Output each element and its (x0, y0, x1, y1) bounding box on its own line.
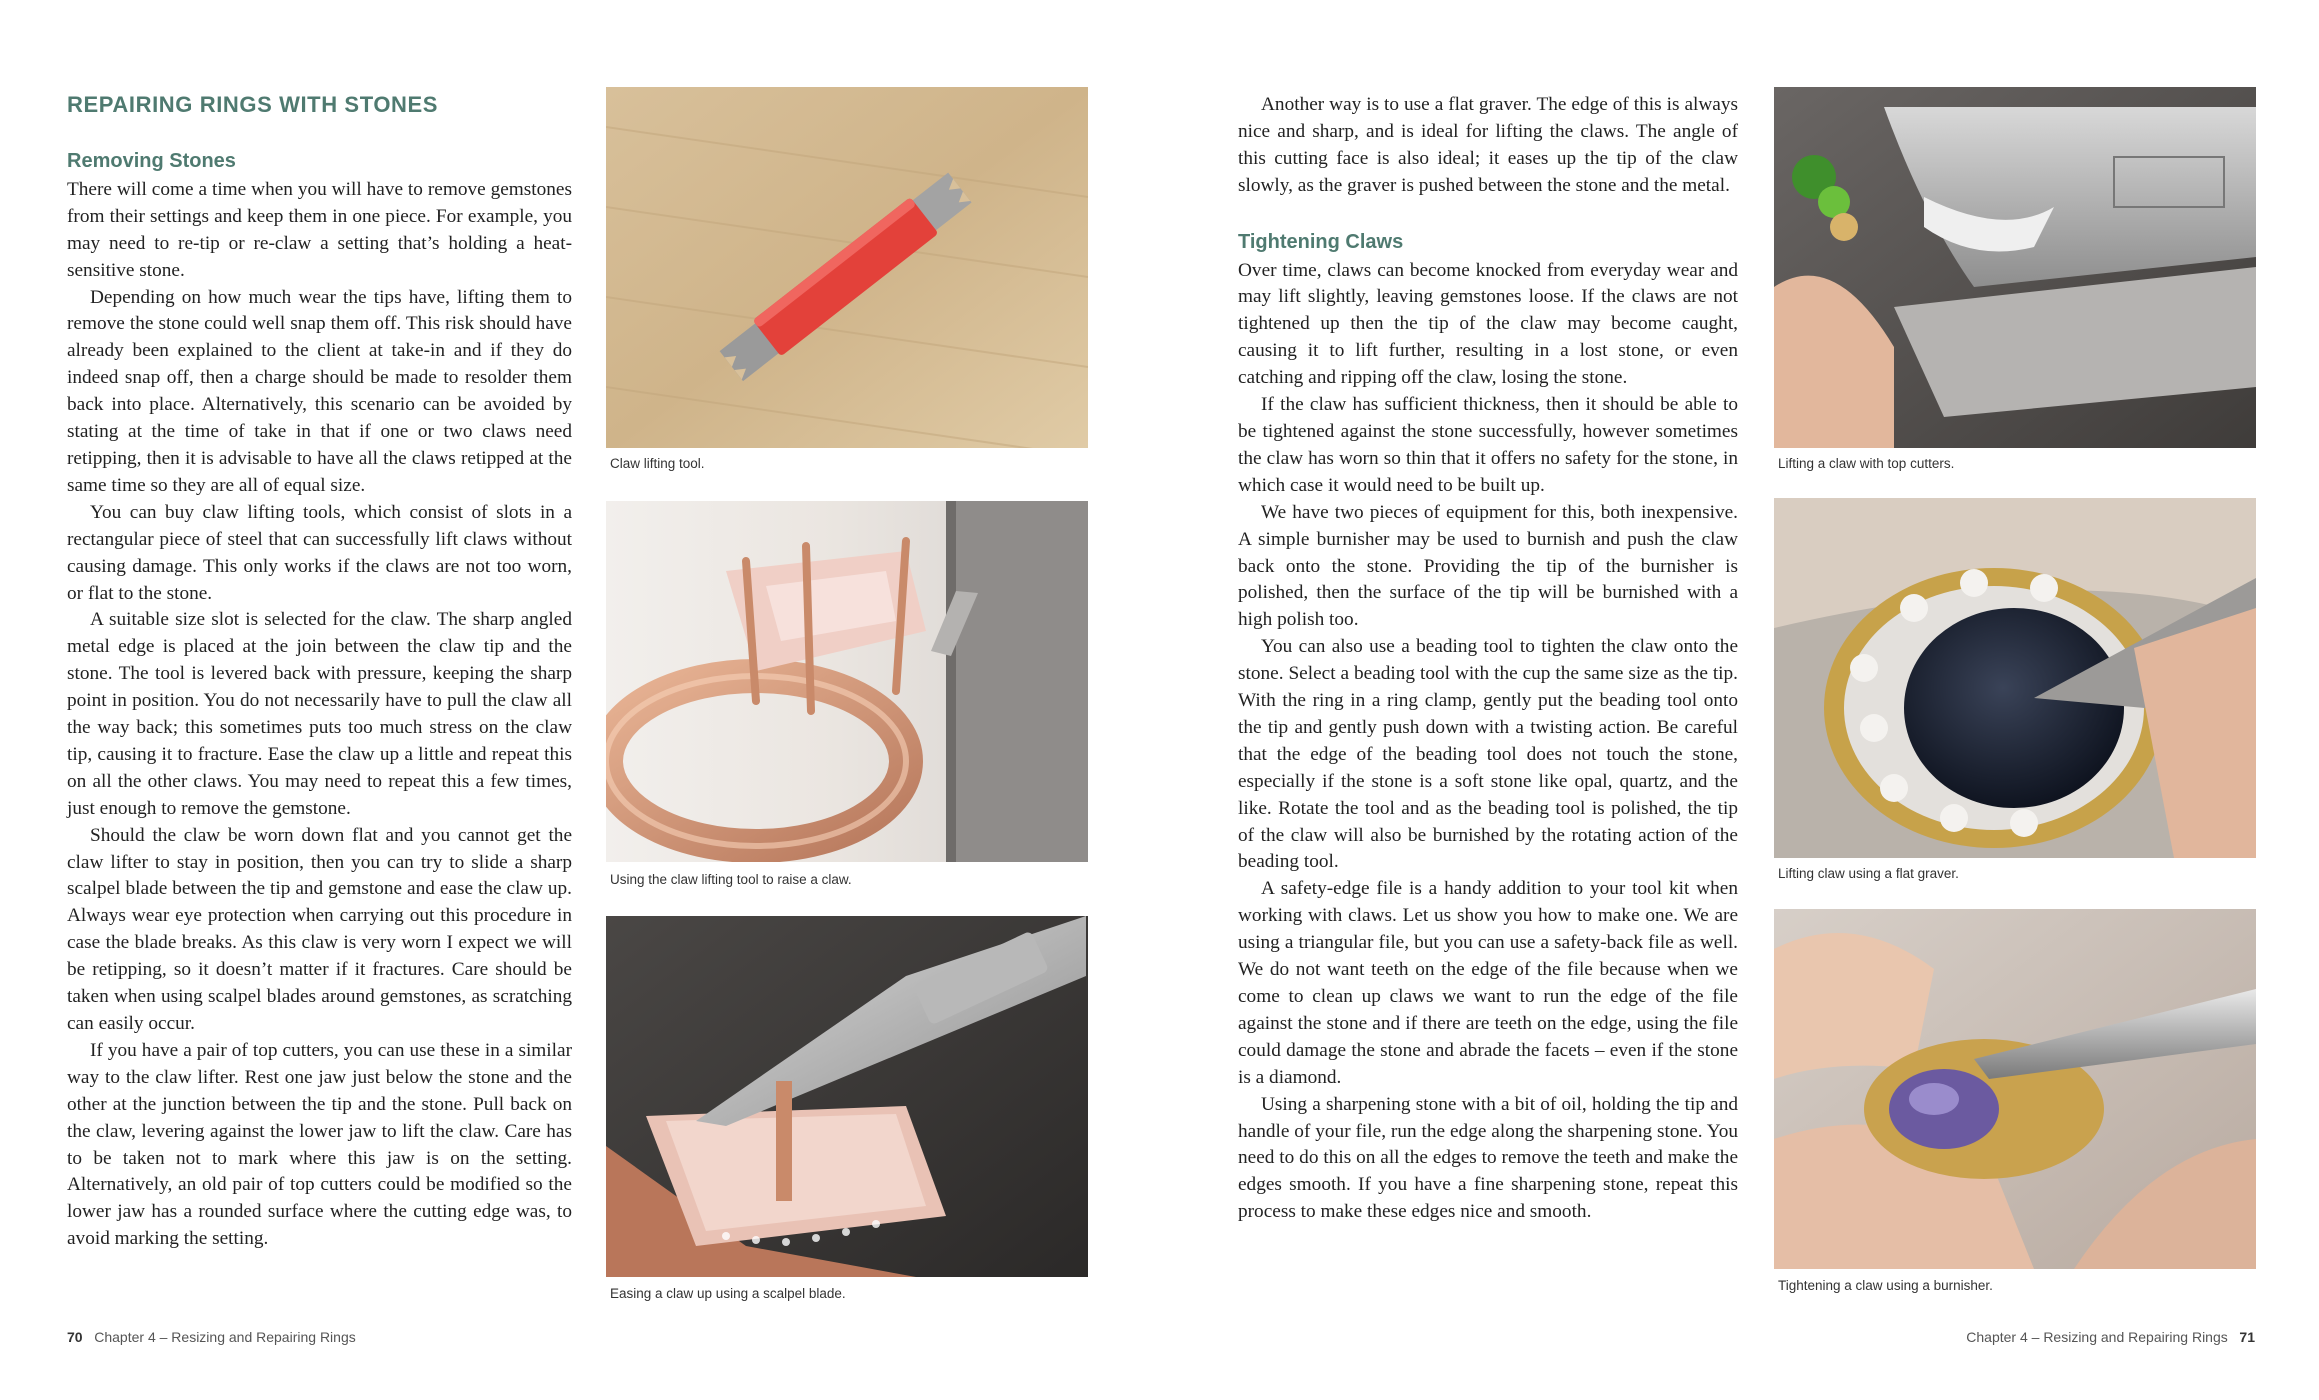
body-paragraph: Depending on how much wear the tips have, lifting them to remove the stone could well snap them off. This risk should have already been explained to the client at take-in and if they do indeed snap off, then a charge should be made to resolder them back into place. Alternatively, this scenario can be avoided by stating at the time of take in that if one or two claws need retipping, then it is advisable to have all the claws retipped at the same time so they are all of equal size. (67, 286, 572, 496)
body-paragraph: Over time, claws can become knocked from everyday wear and may lift slightly, leaving gemstones loose. If the claws are not tightened up then the tip of the claw may become caught, causing it to lift further, resulting in a lost stone, or even catching and ripping off the claw, losing the stone. (1238, 259, 1738, 389)
subheading-tightening-claws: Tightening Claws (1238, 230, 1404, 253)
photo-burnisher (1774, 909, 2256, 1269)
section-title: REPAIRING RINGS WITH STONES (67, 92, 439, 117)
body-paragraph: Another way is to use a flat graver. The edge of this is always nice and sharp, and is ideal for lifting the claws. The angle of this cutting face is also ideal; it eases up the tip of the claw slowly, as the graver is pushed between the stone and the metal. (1238, 94, 1738, 196)
caption-photo-4: Lifting a claw with top cutters. (1778, 456, 1955, 471)
left-page (0, 0, 1159, 1400)
photo-claw-lifting-tool (606, 87, 1088, 448)
body-paragraph: A safety-edge file is a handy addition to your tool kit when working with claws. Let us show you how to make one. We are using a triangular file, but you can use a safety-back file as well. We do not want teeth on the edge of the file because when we come to clean up claws we want to run the edge of the file against the stone and if there are teeth on the edge, using the file could damage the stone and abrade the facets – even if the stone is a diamond. (1238, 878, 1738, 1088)
page-number: 70 (67, 1329, 83, 1345)
body-paragraph: We have two pieces of equipment for this, both inexpensive. A simple burnisher may be used to burnish and push the claw back onto the stone. Providing the tip of the burnisher is polished, then the surface of the tip will be burnished with a high polish too. (1238, 501, 1738, 631)
caption-photo-3: Easing a claw up using a scalpel blade. (610, 1286, 846, 1301)
caption-photo-6: Tightening a claw using a burnisher. (1778, 1278, 1993, 1293)
footer-chapter: Chapter 4 – Resizing and Repairing Rings (1966, 1329, 2228, 1345)
photo-claw-lifting-tool-raise (606, 501, 1088, 862)
body-paragraph: You can buy claw lifting tools, which consist of slots in a rectangular piece of steel that can successfully lift claws without causing damage. This only works if the claws are not too worn, or flat to the stone. (67, 501, 572, 604)
right-text-column (1238, 92, 1738, 1226)
body-paragraph: If the claw has sufficient thickness, then it should be able to be tightened against the stone successfully, however sometimes the claw has worn so thin that it offers no safety for the stone, in which case it would need to be built up. (1238, 394, 1738, 496)
body-paragraph: Should the claw be worn down flat and you cannot get the claw lifter to stay in position, then you can try to slide a sharp scalpel blade between the tip and gemstone and ease the claw up. Always wear eye protection when carrying out this procedure in case the blade breaks. As this claw is very worn I expect we will be retipping, so it doesn’t matter if it fractures. Care should be taken when using scalpel blades around gemstones, as scratching can easily occur. (67, 824, 572, 1034)
body-paragraph: There will come a time when you will have to remove gemstones from their settings and keep them in one piece. For example, you may need to re-tip or re-claw a setting that’s holding a heat-sensitive stone. (67, 178, 572, 281)
caption-photo-1: Claw lifting tool. (610, 456, 705, 471)
body-paragraph: You can also use a beading tool to tighten the claw onto the stone. Select a beading tool with the cup the same size as the tip. With the ring in a ring clamp, gently put the beading tool onto the tip and gently push down with a twisting action. Be careful that the edge of the beading tool does not touch the stone, especially if the stone is a soft stone like opal, quartz, and the like. Rotate the tool and as the beading tool is polished, the tip of the claw will also be burnished by the rotating action of the beading tool. (1238, 636, 1738, 873)
footer-left (67, 1329, 356, 1345)
body-paragraph: Using a sharpening stone with a bit of oil, holding the tip and handle of your file, run the edge along the sharpening stone. You need to do this on all the edges to remove the teeth and make the edges smooth. If you have a fine sharpening stone, repeat this process to make these edges nice and smooth. (1238, 1093, 1738, 1223)
photo-flat-graver (1774, 498, 2256, 858)
subheading-removing-stones: Removing Stones (67, 150, 236, 172)
photo-scalpel-blade (606, 916, 1088, 1277)
caption-photo-2: Using the claw lifting tool to raise a claw. (610, 872, 852, 887)
caption-photo-5: Lifting claw using a flat graver. (1778, 866, 1959, 881)
left-text-column (67, 148, 572, 1253)
page-number: 71 (2239, 1329, 2255, 1345)
footer-chapter: Chapter 4 – Resizing and Repairing Rings (94, 1329, 356, 1345)
footer-right (1966, 1329, 2255, 1345)
body-paragraph: If you have a pair of top cutters, you can use these in a similar way to the claw lifter. Rest one jaw just below the stone and the other at the junction between the tip and the stone. Pull back on the claw, levering against the lower jaw to lift the claw. Care has to be taken not to mark where this jaw is on the setting. Alternatively, an old pair of top cutters could be modified so the lower jaw has a rounded surface where the cutting edge was, to avoid marking the setting. (67, 1039, 572, 1250)
photo-top-cutters (1774, 87, 2256, 448)
body-paragraph: A suitable size slot is selected for the claw. The sharp angled metal edge is placed at the join between the claw tip and the stone. The tool is levered back with pressure, keeping the sharp point in position. You do not necessarily have to pull the claw all the way back; this sometimes puts too much stress on the claw tip, causing it to fracture. Ease the claw up a little and repeat this on all the other claws. You may need to repeat this a few times, just enough to remove the gemstone. (67, 609, 572, 819)
right-page (1160, 0, 2319, 1400)
